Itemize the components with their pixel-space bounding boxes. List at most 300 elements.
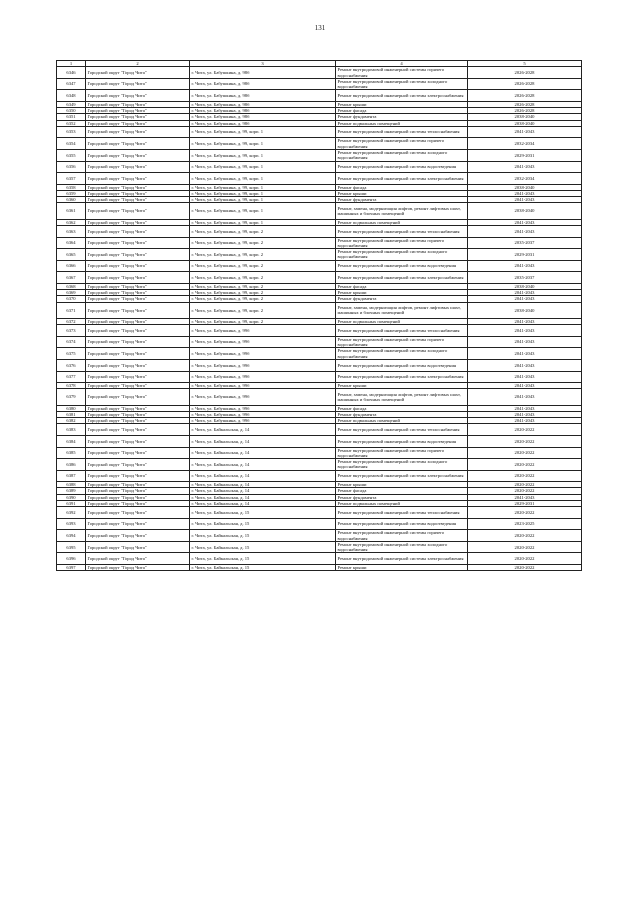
work-type-cell: Ремонт внутридомовой инженерной системы теплоснабжения [336,325,468,337]
work-type-cell: Ремонт подвальных помещений [336,120,468,126]
municipality-cell: Городской округ "Город Чита" [86,101,190,107]
period-cell: 2032-2034 [468,138,582,150]
page-number: 131 [314,24,326,32]
row-number: 6366 [57,260,86,272]
period-cell: 2041-2043 [468,411,582,417]
municipality-cell: Городской округ "Город Чита" [86,488,190,494]
work-type-cell: Ремонт фундамента [336,197,468,203]
work-type-cell: Ремонт внутридомовой инженерной системы водоотведения [336,161,468,173]
row-number: 6375 [57,348,86,360]
municipality-cell: Городской округ "Город Чита" [86,173,190,185]
table-row [57,553,582,565]
row-number: 6392 [57,507,86,519]
row-number: 6382 [57,418,86,424]
address-cell: г. Чита, ул. Бабушкина, д. 99, корп. 1 [190,173,336,185]
period-cell: 2038-2040 [468,283,582,289]
municipality-cell: Городской округ "Город Чита" [86,225,190,237]
address-cell: г. Чита, ул. Байкальская, д. 14 [190,488,336,494]
work-type-cell: Ремонт внутридомовой инженерной системы холодного водоснабжения [336,541,468,553]
table-row [57,272,582,284]
table-row [57,530,582,542]
work-type-cell: Ремонт внутридомовой инженерной системы холодного водоснабжения [336,459,468,471]
row-number: 6355 [57,149,86,161]
table-row [57,302,582,318]
work-type-cell: Ремонт внутридомовой инженерной системы холодного водоснабжения [336,348,468,360]
work-type-cell: Ремонт крыши [336,290,468,296]
work-type-cell: Ремонт внутридомовой инженерной системы теплоснабжения [336,126,468,138]
period-cell: 2041-2043 [468,260,582,272]
address-cell: г. Чита, ул. Бабушкина, д. 99, корп. 1 [190,219,336,225]
address-cell: г. Чита, ул. Бабушкина, д. 99б [190,325,336,337]
municipality-cell: Городской округ "Город Чита" [86,138,190,150]
row-number: 6365 [57,249,86,261]
table-row [57,78,582,90]
address-cell: г. Чита, ул. Бабушкина, д. 98б [190,90,336,102]
table-row [57,260,582,272]
work-type-cell: Ремонт внутридомовой инженерной системы электроснабжения [336,470,468,482]
period-cell: 2041-2043 [468,359,582,371]
municipality-cell: Городской округ "Город Чита" [86,371,190,383]
address-cell: г. Чита, ул. Бабушкина, д. 99б [190,389,336,405]
row-number: 6363 [57,225,86,237]
period-cell: 2041-2043 [468,325,582,337]
address-cell: г. Чита, ул. Байкальская, д. 14 [190,459,336,471]
table-row [57,424,582,436]
municipality-cell: Городской округ "Город Чита" [86,249,190,261]
municipality-cell: Городской округ "Город Чита" [86,302,190,318]
row-number: 6395 [57,541,86,553]
row-number: 6370 [57,296,86,302]
period-cell: 2041-2043 [468,405,582,411]
period-cell: 2041-2043 [468,296,582,302]
column-header: 2 [86,61,190,67]
work-type-cell: Ремонт фасада [336,108,468,114]
period-cell: 2041-2043 [468,197,582,203]
work-type-cell: Ремонт внутридомовой инженерной системы теплоснабжения [336,225,468,237]
table-row [57,541,582,553]
row-number: 6386 [57,459,86,471]
address-cell: г. Чита, ул. Бабушкина, д. 99, корп. 1 [190,184,336,190]
work-type-cell: Ремонт внутридомовой инженерной системы горячего водоснабжения [336,447,468,459]
municipality-cell: Городской округ "Город Чита" [86,418,190,424]
column-header: 4 [336,61,468,67]
table-row [57,359,582,371]
address-cell: г. Чита, ул. Бабушкина, д. 99б [190,405,336,411]
row-number: 6367 [57,272,86,284]
work-type-cell: Ремонт крыши [336,565,468,571]
row-number: 6369 [57,290,86,296]
municipality-cell: Городской округ "Город Чита" [86,348,190,360]
work-type-cell: Ремонт фасада [336,405,468,411]
row-number: 6380 [57,405,86,411]
period-cell: 2026-2028 [468,90,582,102]
address-cell: г. Чита, ул. Бабушкина, д. 99, корп. 2 [190,225,336,237]
row-number: 6391 [57,500,86,506]
column-header: 3 [190,61,336,67]
row-number: 6373 [57,325,86,337]
work-type-cell: Ремонт подвальных помещений [336,318,468,324]
row-number: 6371 [57,302,86,318]
municipality-cell: Городской округ "Город Чита" [86,565,190,571]
table-row [57,67,582,79]
municipality-cell: Городской округ "Город Чита" [86,126,190,138]
work-type-cell: Ремонт внутридомовой инженерной системы горячего водоснабжения [336,237,468,249]
address-cell: г. Чита, ул. Бабушкина, д. 99б [190,348,336,360]
address-cell: г. Чита, ул. Бабушкина, д. 99, корп. 1 [190,138,336,150]
period-cell: 2041-2043 [468,418,582,424]
municipality-cell: Городской округ "Город Чита" [86,336,190,348]
work-type-cell: Ремонт внутридомовой инженерной системы горячего водоснабжения [336,138,468,150]
address-cell: г. Чита, ул. Байкальская, д. 15 [190,507,336,519]
municipality-cell: Городской округ "Город Чита" [86,120,190,126]
period-cell: 2020-2022 [468,541,582,553]
address-cell: г. Чита, ул. Бабушкина, д. 99, корп. 2 [190,302,336,318]
work-type-cell: Ремонт внутридомовой инженерной системы холодного водоснабжения [336,249,468,261]
row-number: 6374 [57,336,86,348]
period-cell: 2038-2040 [468,203,582,219]
table-row [57,149,582,161]
address-cell: г. Чита, ул. Бабушкина, д. 99, корп. 2 [190,272,336,284]
work-type-cell: Ремонт внутридомовой инженерной системы водоотведения [336,435,468,447]
row-number: 6349 [57,101,86,107]
work-type-cell: Ремонт внутридомовой инженерной системы электроснабжения [336,371,468,383]
address-cell: г. Чита, ул. Бабушкина, д. 99, корп. 2 [190,249,336,261]
row-number: 6368 [57,283,86,289]
address-cell: г. Чита, ул. Бабушкина, д. 99б [190,383,336,389]
municipality-cell: Городской округ "Город Чита" [86,518,190,530]
row-number: 6358 [57,184,86,190]
municipality-cell: Городской округ "Город Чита" [86,184,190,190]
work-type-cell: Ремонт внутридомовой инженерной системы горячего водоснабжения [336,530,468,542]
row-number: 6346 [57,67,86,79]
table-row [57,470,582,482]
table-row [57,447,582,459]
municipality-cell: Городской округ "Город Чита" [86,67,190,79]
row-number: 6362 [57,219,86,225]
work-type-cell: Ремонт крыши [336,190,468,196]
municipality-cell: Городской округ "Город Чита" [86,383,190,389]
municipality-cell: Городской округ "Город Чита" [86,161,190,173]
table-row [57,173,582,185]
row-number: 6397 [57,565,86,571]
row-number: 6387 [57,470,86,482]
period-cell: 2038-2040 [468,184,582,190]
municipality-cell: Городской округ "Город Чита" [86,260,190,272]
table-row [57,249,582,261]
municipality-cell: Городской округ "Город Чита" [86,296,190,302]
address-cell: г. Чита, ул. Бабушкина, д. 99б [190,411,336,417]
period-cell: 2041-2043 [468,190,582,196]
row-number: 6379 [57,389,86,405]
address-cell: г. Чита, ул. Байкальская, д. 15 [190,553,336,565]
table-row [57,459,582,471]
period-cell: 2038-2040 [468,120,582,126]
work-type-cell: Ремонт внутридомовой инженерной системы горячего водоснабжения [336,67,468,79]
column-header: 1 [57,61,86,67]
work-type-cell: Ремонт внутридомовой инженерной системы холодного водоснабжения [336,149,468,161]
table-row [57,126,582,138]
address-cell: г. Чита, ул. Байкальская, д. 14 [190,470,336,482]
municipality-cell: Городской округ "Город Чита" [86,507,190,519]
period-cell: 2035-2037 [468,237,582,249]
row-number: 6383 [57,424,86,436]
period-cell: 2026-2028 [468,101,582,107]
work-type-cell: Ремонт подвальных помещений [336,418,468,424]
period-cell: 2041-2043 [468,383,582,389]
address-cell: г. Чита, ул. Байкальская, д. 15 [190,565,336,571]
municipality-cell: Городской округ "Город Чита" [86,149,190,161]
row-number: 6356 [57,161,86,173]
period-cell: 2041-2043 [468,219,582,225]
municipality-cell: Городской округ "Город Чита" [86,272,190,284]
address-cell: г. Чита, ул. Байкальская, д. 15 [190,530,336,542]
address-cell: г. Чита, ул. Бабушкина, д. 99, корп. 1 [190,197,336,203]
municipality-cell: Городской округ "Город Чита" [86,203,190,219]
row-number: 6350 [57,108,86,114]
address-cell: г. Чита, ул. Бабушкина, д. 99б [190,371,336,383]
work-type-cell: Ремонт фундамента [336,114,468,120]
table-row [57,203,582,219]
work-type-cell: Ремонт внутридомовой инженерной системы электроснабжения [336,90,468,102]
address-cell: г. Чита, ул. Бабушкина, д. 99, корп. 2 [190,290,336,296]
row-number: 6353 [57,126,86,138]
row-number: 6390 [57,494,86,500]
address-cell: г. Чита, ул. Байкальская, д. 14 [190,435,336,447]
work-type-cell: Ремонт внутридомовой инженерной системы холодного водоснабжения [336,78,468,90]
address-cell: г. Чита, ул. Бабушкина, д. 98б [190,67,336,79]
address-cell: г. Чита, ул. Бабушкина, д. 99, корп. 2 [190,318,336,324]
address-cell: г. Чита, ул. Бабушкина, д. 98б [190,108,336,114]
row-number: 6360 [57,197,86,203]
address-cell: г. Чита, ул. Бабушкина, д. 99, корп. 1 [190,161,336,173]
work-type-cell: Ремонт, замена, модернизация лифтов, ремонт лифтовых шахт, машинных и блочных помещений [336,203,468,219]
municipality-cell: Городской округ "Город Чита" [86,114,190,120]
work-type-cell: Ремонт фундамента [336,494,468,500]
period-cell: 2041-2043 [468,318,582,324]
period-cell: 2020-2022 [468,565,582,571]
period-cell: 2020-2022 [468,553,582,565]
municipality-cell: Городской округ "Город Чита" [86,494,190,500]
period-cell: 2020-2022 [468,470,582,482]
municipality-cell: Городской округ "Город Чита" [86,78,190,90]
work-type-cell: Ремонт подвальных помещений [336,219,468,225]
period-cell: 2029-2031 [468,500,582,506]
work-type-cell: Ремонт фундамента [336,411,468,417]
period-cell: 2020-2022 [468,459,582,471]
address-cell: г. Чита, ул. Байкальская, д. 14 [190,500,336,506]
period-cell: 2026-2028 [468,67,582,79]
period-cell: 2020-2022 [468,507,582,519]
table-row [57,325,582,337]
work-type-cell: Ремонт фасада [336,488,468,494]
row-number: 6376 [57,359,86,371]
period-cell: 2041-2043 [468,161,582,173]
table-row [57,565,582,571]
row-number: 6354 [57,138,86,150]
row-number: 6377 [57,371,86,383]
table-row [57,435,582,447]
address-cell: г. Чита, ул. Бабушкина, д. 99, корп. 2 [190,296,336,302]
period-cell: 2029-2031 [468,249,582,261]
municipality-cell: Городской округ "Город Чита" [86,500,190,506]
work-type-cell: Ремонт внутридомовой инженерной системы электроснабжения [336,553,468,565]
work-type-cell: Ремонт крыши [336,482,468,488]
address-cell: г. Чита, ул. Бабушкина, д. 99, корп. 1 [190,190,336,196]
municipality-cell: Городской округ "Город Чита" [86,283,190,289]
work-type-cell: Ремонт, замена, модернизация лифтов, ремонт лифтовых шахт, машинных и блочных помещений [336,389,468,405]
municipality-cell: Городской округ "Город Чита" [86,325,190,337]
address-cell: г. Чита, ул. Байкальская, д. 14 [190,447,336,459]
municipality-cell: Городской округ "Город Чита" [86,359,190,371]
municipality-cell: Городской округ "Город Чита" [86,470,190,482]
period-cell: 2020-2022 [468,447,582,459]
row-number: 6394 [57,530,86,542]
address-cell: г. Чита, ул. Бабушкина, д. 99б [190,418,336,424]
table-row [57,507,582,519]
municipality-cell: Городской округ "Город Чита" [86,424,190,436]
municipality-cell: Городской округ "Город Чита" [86,459,190,471]
row-number: 6359 [57,190,86,196]
work-type-cell: Ремонт крыши [336,101,468,107]
municipality-cell: Городской округ "Город Чита" [86,318,190,324]
period-cell: 2041-2043 [468,371,582,383]
municipality-cell: Городской округ "Город Чита" [86,219,190,225]
period-cell: 2026-2028 [468,78,582,90]
municipality-cell: Городской округ "Город Чита" [86,237,190,249]
work-type-cell: Ремонт внутридомовой инженерной системы водоотведения [336,359,468,371]
table-row [57,225,582,237]
capital-repair-table [56,60,582,571]
address-cell: г. Чита, ул. Бабушкина, д. 99б [190,359,336,371]
row-number: 6389 [57,488,86,494]
row-number: 6378 [57,383,86,389]
row-number: 6361 [57,203,86,219]
address-cell: г. Чита, ул. Бабушкина, д. 99б [190,336,336,348]
address-cell: г. Чита, ул. Бабушкина, д. 99, корп. 1 [190,203,336,219]
period-cell: 2020-2022 [468,424,582,436]
period-cell: 2038-2040 [468,302,582,318]
table-body [57,67,582,571]
period-cell: 2041-2043 [468,389,582,405]
row-number: 6396 [57,553,86,565]
table-row [57,90,582,102]
municipality-cell: Городской округ "Город Чита" [86,447,190,459]
period-cell: 2041-2043 [468,336,582,348]
row-number: 6393 [57,518,86,530]
row-number: 6351 [57,114,86,120]
address-cell: г. Чита, ул. Байкальская, д. 14 [190,482,336,488]
period-cell: 2023-2025 [468,518,582,530]
municipality-cell: Городской округ "Город Чита" [86,553,190,565]
period-cell: 2020-2022 [468,435,582,447]
municipality-cell: Городской округ "Город Чита" [86,541,190,553]
municipality-cell: Городской округ "Город Чита" [86,190,190,196]
municipality-cell: Городской округ "Город Чита" [86,405,190,411]
period-cell: 2041-2043 [468,348,582,360]
row-number: 6381 [57,411,86,417]
work-type-cell: Ремонт фасада [336,283,468,289]
period-cell: 2029-2031 [468,149,582,161]
address-cell: г. Чита, ул. Байкальская, д. 14 [190,494,336,500]
period-cell: 2041-2043 [468,290,582,296]
address-cell: г. Чита, ул. Байкальская, д. 15 [190,541,336,553]
work-type-cell: Ремонт внутридомовой инженерной системы горячего водоснабжения [336,336,468,348]
work-type-cell: Ремонт внутридомовой инженерной системы водоотведения [336,260,468,272]
address-cell: г. Чита, ул. Бабушкина, д. 98б [190,120,336,126]
period-cell: 2032-2034 [468,173,582,185]
column-header: 5 [468,61,582,67]
address-cell: г. Чита, ул. Байкальская, д. 14 [190,424,336,436]
table-row [57,348,582,360]
row-number: 6352 [57,120,86,126]
work-type-cell: Ремонт подвальных помещений [336,500,468,506]
address-cell: г. Чита, ул. Бабушкина, д. 99, корп. 1 [190,126,336,138]
row-number: 6357 [57,173,86,185]
row-number: 6347 [57,78,86,90]
row-number: 6384 [57,435,86,447]
row-number: 6385 [57,447,86,459]
row-number: 6388 [57,482,86,488]
municipality-cell: Городской округ "Город Чита" [86,411,190,417]
row-number: 6348 [57,90,86,102]
table-row [57,237,582,249]
period-cell: 2041-2043 [468,494,582,500]
row-number: 6372 [57,318,86,324]
municipality-cell: Городской округ "Город Чита" [86,482,190,488]
address-cell: г. Чита, ул. Байкальская, д. 15 [190,518,336,530]
address-cell: г. Чита, ул. Бабушкина, д. 99, корп. 2 [190,260,336,272]
period-cell: 2020-2022 [468,530,582,542]
work-type-cell: Ремонт внутридомовой инженерной системы теплоснабжения [336,424,468,436]
municipality-cell: Городской округ "Город Чита" [86,530,190,542]
work-type-cell: Ремонт крыши [336,383,468,389]
address-cell: г. Чита, ул. Бабушкина, д. 99, корп. 1 [190,149,336,161]
municipality-cell: Городской округ "Город Чита" [86,389,190,405]
table-row [57,336,582,348]
address-cell: г. Чита, ул. Бабушкина, д. 98б [190,114,336,120]
work-type-cell: Ремонт внутридомовой инженерной системы электроснабжения [336,272,468,284]
address-cell: г. Чита, ул. Бабушкина, д. 98б [190,101,336,107]
address-cell: г. Чита, ул. Бабушкина, д. 98б [190,78,336,90]
period-cell: 2026-2028 [468,108,582,114]
table-row [57,389,582,405]
table-row [57,518,582,530]
work-type-cell: Ремонт внутридомовой инженерной системы электроснабжения [336,173,468,185]
work-type-cell: Ремонт фундамента [336,296,468,302]
municipality-cell: Городской округ "Город Чита" [86,197,190,203]
period-cell: 2038-2040 [468,114,582,120]
table-row [57,371,582,383]
period-cell: 2041-2043 [468,126,582,138]
municipality-cell: Городской округ "Город Чита" [86,435,190,447]
table-row [57,138,582,150]
address-cell: г. Чита, ул. Бабушкина, д. 99, корп. 2 [190,237,336,249]
table-row [57,161,582,173]
row-number: 6364 [57,237,86,249]
municipality-cell: Городской округ "Город Чита" [86,90,190,102]
period-cell: 2035-2037 [468,272,582,284]
period-cell: 2020-2022 [468,488,582,494]
work-type-cell: Ремонт, замена, модернизация лифтов, ремонт лифтовых шахт, машинных и блочных помещений [336,302,468,318]
period-cell: 2020-2022 [468,482,582,488]
address-cell: г. Чита, ул. Бабушкина, д. 99, корп. 2 [190,283,336,289]
period-cell: 2041-2043 [468,225,582,237]
municipality-cell: Городской округ "Город Чита" [86,290,190,296]
work-type-cell: Ремонт внутридомовой инженерной системы водоотведения [336,518,468,530]
work-type-cell: Ремонт внутридомовой инженерной системы теплоснабжения [336,507,468,519]
work-type-cell: Ремонт фасада [336,184,468,190]
municipality-cell: Городской округ "Город Чита" [86,108,190,114]
